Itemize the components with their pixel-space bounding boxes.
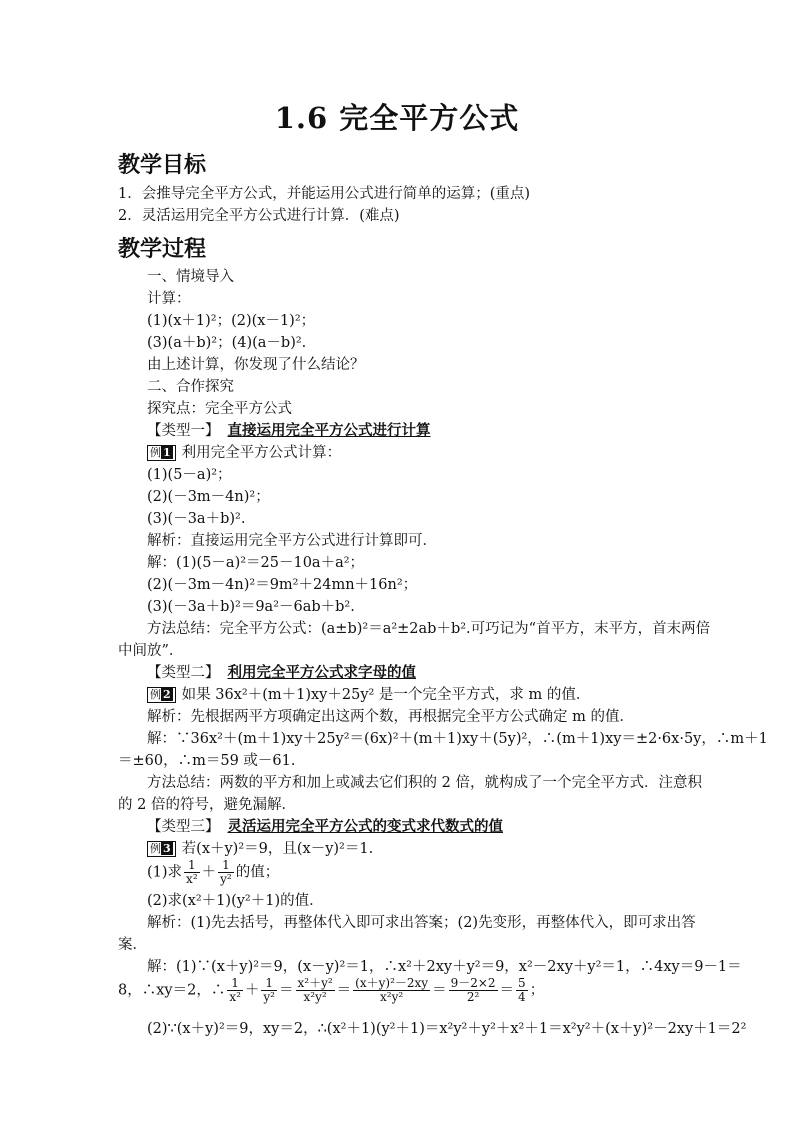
- type3-heading: [147, 815, 503, 836]
- example1-item-2: (2)(－3m－4n)²；: [147, 489, 270, 505]
- example1-item-3: (3)(－3a＋b)².: [147, 511, 246, 527]
- calc-line-1: (1)(x＋1)²；(2)(x－1)²；: [147, 313, 316, 329]
- goal-item-2: 2．灵活运用完全平方公式进行计算．(难点): [118, 208, 400, 224]
- example1-solution-2: (2)(－3m－4n)²＝9m²＋24mn＋16n²；: [147, 577, 418, 593]
- fraction-result: [516, 977, 528, 1004]
- example3-badge: [147, 841, 176, 857]
- equals-sign: ＝: [336, 982, 352, 999]
- process-heading: 教学过程: [118, 236, 207, 262]
- calc-line-2: (3)(a＋b)²；(4)(a－b)².: [147, 335, 307, 351]
- type2-heading: [147, 661, 416, 682]
- type3-text: 灵活运用完全平方公式的变式求代数式的值: [227, 818, 503, 835]
- fraction-denominator: x²y²: [303, 990, 327, 1004]
- example3-question-2: (2)求(x²＋1)(y²＋1)的值．: [147, 893, 324, 909]
- fraction-square-minus: [353, 977, 430, 1004]
- explore-title: 二、合作探究: [147, 379, 234, 395]
- example2-analysis: 解析：先根据两平方项确定出这两个数，再根据完全平方公式确定 m 的值．: [147, 709, 634, 725]
- example2-stem-line: [147, 683, 590, 704]
- fraction-1-over-y2: [261, 977, 277, 1004]
- fraction-numerator: 1: [218, 859, 234, 873]
- equals-sign: ＝: [279, 982, 294, 999]
- example3-q1-suffix: 的值；: [235, 864, 280, 881]
- example3-solution-2: 8，∴xy＝2，∴ $\frac{1}{\text{x²}}$ ＋ $\frac{1}{\text{y²}}$ ＝ $\frac{\text{x²＋y²}}{\text{x²y²}}$ ＝ $\frac{\text{(x＋y)²－2xy}}{\text{x²y²}}$ ＝ $\frac{9-2\times 2}{\text{2²}}$ ＝ $\frac{5}{4}$ ；: [118, 976, 545, 1004]
- fraction-denominator: x²: [229, 990, 241, 1004]
- fraction-numerator: 9－2×2: [450, 976, 496, 990]
- calc-label: 计算：: [147, 291, 191, 307]
- example3-question-1: (1)求 $\frac{1}{\text{x²}}$ ＋ $\frac{1}{\text{y²}}$ 的值；: [147, 858, 280, 886]
- fraction-denominator: x²: [186, 872, 198, 886]
- goal-item-1: 1．会推导完全平方公式，并能运用公式进行简单的运算；(重点): [118, 186, 531, 202]
- fraction-numerator: 1: [227, 977, 243, 991]
- example3-analysis-1: 解析：(1)先去括号，再整体代入即可求出答案；(2)先变形，再整体代入，即可求出答: [147, 915, 696, 931]
- type3-tag: 【类型三】: [147, 819, 220, 835]
- intro-title: 一、情境导入: [147, 269, 234, 285]
- type1-tag: 【类型一】: [147, 423, 220, 439]
- equals-sign: ＝: [432, 982, 447, 999]
- fraction-denominator: y²: [263, 990, 275, 1004]
- example1-solution-1: 解：(1)(5－a)²＝25－10a＋a²；: [147, 555, 365, 571]
- example2-solution-1: 解：∵36x²＋(m＋1)xy＋25y²＝(6x)²＋(m＋1)xy＋(5y)²，∴(m＋1)xy＝±2·6x·5y，∴m＋1: [147, 731, 768, 747]
- example3-sol2-prefix: 8，∴xy＝2，∴: [118, 982, 226, 999]
- fraction-numerator: x²＋y²: [297, 976, 333, 990]
- example3-stem-line: [147, 837, 373, 858]
- example3-number: 3: [163, 842, 171, 855]
- equals-sign: ＝: [499, 982, 515, 999]
- fraction-denominator: x²y²: [380, 990, 404, 1004]
- fraction-numerator: (x＋y)²－2xy: [355, 976, 429, 990]
- fraction-numerator: 1: [261, 977, 277, 991]
- type1-heading: [147, 419, 431, 440]
- example1-solution-3: (3)(－3a＋b)²＝9a²－6ab＋b².: [147, 599, 355, 615]
- example2-number: 2: [163, 688, 171, 701]
- example2-label: 例: [150, 688, 161, 701]
- example3-label: 例: [150, 842, 161, 855]
- example1-label: 例: [150, 446, 161, 459]
- fraction-denominator: 2²: [466, 990, 480, 1004]
- example3-analysis-2: 案．: [118, 937, 147, 953]
- page-title: 1.6 完全平方公式: [274, 101, 520, 135]
- example1-summary-2: 中间放”．: [118, 643, 184, 659]
- type2-text: 利用完全平方公式求字母的值: [227, 664, 416, 681]
- fraction-1-over-y2: [218, 859, 234, 886]
- goals-heading: 教学目标: [118, 152, 207, 178]
- example3-solution-3: (2)∵(x＋y)²＝9，xy＝2，∴(x²＋1)(y²＋1)＝x²y²＋y²＋x²＋1＝x²y²＋(x＋y)²－2xy＋1＝2²: [147, 1021, 747, 1037]
- example1-summary-1: 方法总结：完全平方公式：(a±b)²＝a²±2ab＋b².可巧记为“首平方，末平方，首末两倍: [147, 621, 711, 637]
- fraction-sum-squares: [296, 977, 335, 1004]
- fraction-numerator: 1: [184, 859, 200, 873]
- fraction-1-over-x2: [227, 977, 243, 1004]
- example3-solution-1: 解：(1)∵(x＋y)²＝9，(x－y)²＝1，∴x²＋2xy＋y²＝9，x²－2xy＋y²＝1，∴4xy＝9－1＝: [147, 959, 742, 975]
- fraction-numeric: [449, 977, 498, 1004]
- example1-stem: 利用完全平方公式计算：: [181, 445, 342, 461]
- example1-stem-line: [147, 441, 341, 462]
- fraction-numerator: 5: [518, 976, 526, 990]
- example1-number: 1: [163, 446, 171, 459]
- fraction-1-over-x2: [184, 859, 200, 886]
- fraction-denominator: 4: [518, 990, 526, 1004]
- example2-solution-2: ＝±60，∴m＝59 或－61.: [118, 753, 296, 769]
- example3-sol2-suffix: ；: [529, 982, 545, 999]
- example1-analysis: 解析：直接运用完全平方公式进行计算即可．: [147, 533, 437, 549]
- example2-stem: 如果 36x²＋(m＋1)xy＋25y² 是一个完全平方式，求 m 的值．: [181, 687, 591, 703]
- explore-point: 探究点：完全平方公式: [147, 401, 292, 417]
- example3-q1-prefix: (1)求: [147, 864, 183, 881]
- type1-text: 直接运用完全平方公式进行计算: [227, 422, 431, 439]
- fraction-denominator: y²: [220, 872, 232, 886]
- example2-summary-1: 方法总结：两数的平方和加上或减去它们积的 2 倍，就构成了一个完全平方式．注意积: [147, 775, 702, 791]
- example3-stem: 若(x＋y)²＝9，且(x－y)²＝1.: [181, 841, 374, 857]
- example2-badge: [147, 687, 176, 703]
- example1-item-1: (1)(5－a)²；: [147, 467, 232, 483]
- example1-badge: [147, 445, 176, 461]
- type2-tag: 【类型二】: [147, 665, 220, 681]
- intro-question: 由上述计算，你发现了什么结论？: [147, 357, 365, 373]
- example2-summary-2: 的 2 倍的符号，避免漏解．: [118, 797, 296, 813]
